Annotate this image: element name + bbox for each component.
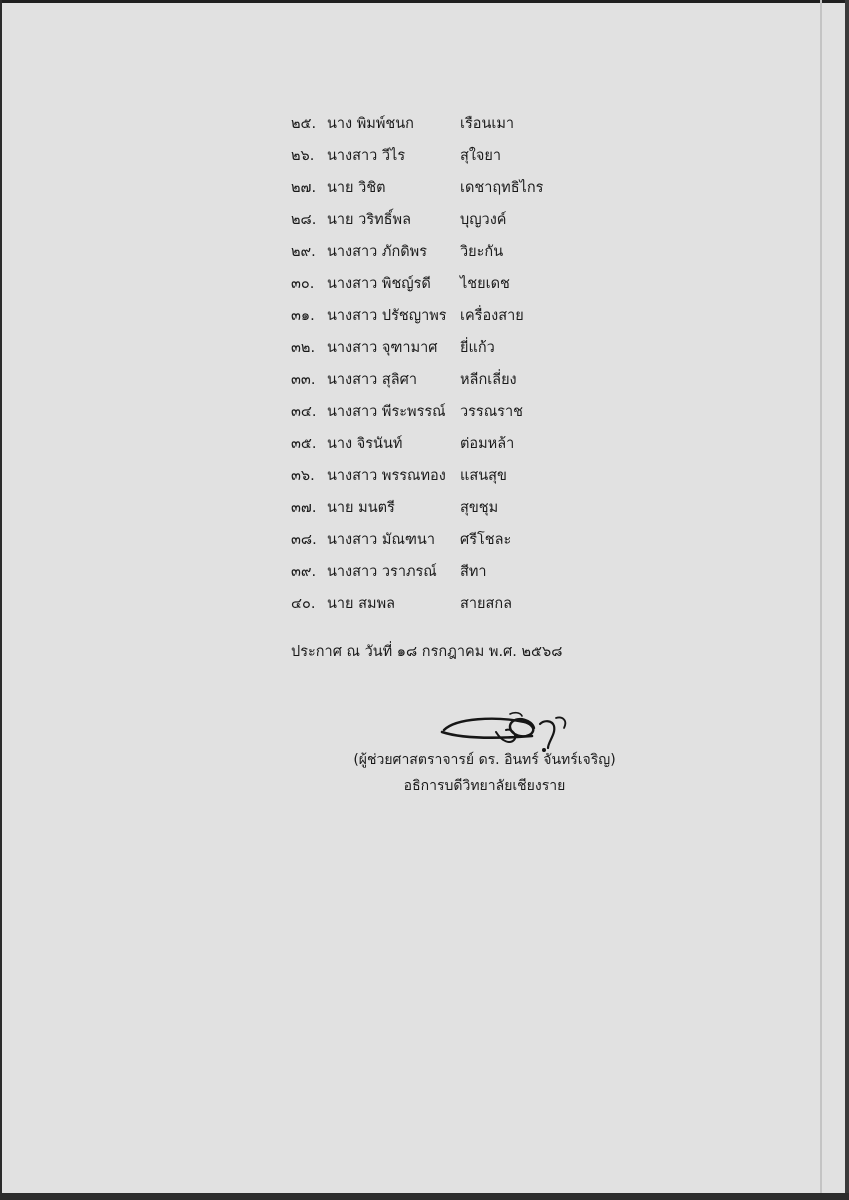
person-last-name: แสนสุข — [460, 468, 507, 484]
person-last-name: หลีกเลี่ยง — [460, 372, 517, 388]
person-first-name: วริทธิ์พล — [358, 212, 411, 228]
person-title-and-first-name — [327, 300, 447, 332]
person-title: นางสาว — [327, 244, 378, 260]
person-title-and-first-name — [327, 332, 437, 364]
person-title: นางสาว — [327, 340, 378, 356]
item-number: ๓๓. — [291, 372, 316, 388]
person-title: นางสาว — [327, 468, 378, 484]
person-title-and-first-name — [327, 460, 446, 492]
person-last-name: เรือนเมา — [460, 116, 515, 132]
item-number: ๒๘. — [291, 212, 317, 228]
person-first-name: สมพล — [358, 596, 396, 612]
person-title: นางสาว — [327, 276, 378, 292]
person-title-and-first-name — [327, 588, 395, 620]
person-title-and-first-name — [327, 364, 417, 396]
item-number: ๒๕. — [291, 116, 317, 132]
person-title-and-first-name — [327, 140, 405, 172]
person-title-and-first-name — [327, 396, 446, 428]
person-last-name: ต่อมหล้า — [460, 436, 515, 452]
list-item — [0, 556, 849, 588]
list-item — [0, 172, 849, 204]
list-item — [0, 140, 849, 172]
person-last-name: เดชาฤทธิไกร — [460, 180, 544, 196]
item-number: ๓๗. — [291, 500, 317, 516]
person-title: นาง — [327, 116, 353, 132]
person-first-name: พิมพ์ชนก — [356, 116, 414, 132]
person-first-name: พิชญ์รดี — [381, 276, 431, 292]
item-number: ๓๘. — [291, 532, 317, 548]
list-item — [0, 524, 849, 556]
list-item — [0, 332, 849, 364]
list-item — [0, 364, 849, 396]
person-title-and-first-name — [327, 236, 427, 268]
scan-edge-bottom — [0, 1193, 849, 1200]
person-last-name: ไชยเดช — [460, 276, 510, 292]
item-number: ๒๙. — [291, 244, 316, 260]
person-first-name: จิรนันท์ — [356, 436, 403, 452]
item-number: ๔๐. — [291, 596, 316, 612]
person-title: นางสาว — [327, 532, 378, 548]
item-number: ๓๔. — [291, 404, 317, 420]
item-number: ๓๙. — [291, 564, 317, 580]
person-last-name: บุญวงค์ — [460, 212, 507, 228]
person-title-and-first-name — [327, 492, 395, 524]
list-item — [0, 396, 849, 428]
person-title-and-first-name — [327, 172, 386, 204]
person-first-name: พีระพรรณ์ — [381, 404, 446, 420]
person-first-name: ภักดิพร — [381, 244, 427, 260]
item-number: ๓๐. — [291, 276, 315, 292]
person-last-name: สายสกล — [460, 596, 513, 612]
scan-edge-top — [0, 0, 849, 3]
item-number: ๓๒. — [291, 340, 316, 356]
list-item — [0, 268, 849, 300]
person-title-and-first-name — [327, 556, 437, 588]
person-last-name: เครื่องสาย — [460, 308, 524, 324]
item-number: ๒๗. — [291, 180, 317, 196]
person-last-name: วรรณราช — [460, 404, 523, 420]
person-title: นาง — [327, 436, 353, 452]
announcement-date: ประกาศ ณ วันที่ ๑๘ กรกฎาคม พ.ศ. ๒๕๖๘ — [291, 644, 563, 660]
person-title: นาย — [327, 596, 354, 612]
person-first-name: มนตรี — [358, 500, 395, 516]
person-title: นางสาว — [327, 308, 378, 324]
person-title-and-first-name — [327, 428, 402, 460]
person-first-name: ปรัชญาพร — [381, 308, 447, 324]
person-first-name: วีไร — [381, 148, 406, 164]
list-item — [0, 460, 849, 492]
item-number: ๒๖. — [291, 148, 315, 164]
person-title-and-first-name — [327, 524, 435, 556]
person-last-name: ยี่แก้ว — [460, 340, 495, 356]
person-title: นางสาว — [327, 564, 378, 580]
person-title-and-first-name — [327, 268, 431, 300]
person-first-name: จุฑามาศ — [381, 340, 438, 356]
person-title: นางสาว — [327, 148, 378, 164]
person-last-name: สีทา — [460, 564, 487, 580]
person-title: นาย — [327, 180, 354, 196]
person-last-name: สุใจยา — [460, 148, 502, 164]
list-item — [0, 492, 849, 524]
list-item — [0, 204, 849, 236]
person-first-name: มัณฑนา — [381, 532, 435, 548]
item-number: ๓๑. — [291, 308, 315, 324]
list-item — [0, 108, 849, 140]
person-title-and-first-name — [327, 108, 414, 140]
person-last-name: สุขชุม — [460, 500, 499, 516]
list-item — [0, 588, 849, 620]
person-first-name: วิชิต — [358, 180, 386, 196]
list-item — [0, 300, 849, 332]
list-item — [0, 428, 849, 460]
person-title: นาย — [327, 500, 354, 516]
name-list — [0, 108, 849, 620]
person-title: นางสาว — [327, 372, 378, 388]
person-last-name: ศรีโชละ — [460, 532, 512, 548]
person-first-name: วราภรณ์ — [381, 564, 437, 580]
person-title-and-first-name — [327, 204, 411, 236]
person-title: นาย — [327, 212, 354, 228]
person-title: นางสาว — [327, 404, 378, 420]
signer-name: (ผู้ช่วยศาสตราจารย์ ดร. อินทร์ จันทร์เจริญ) — [353, 752, 616, 768]
item-number: ๓๖. — [291, 468, 315, 484]
person-first-name: สุลิศา — [381, 372, 417, 388]
person-last-name: วิยะกัน — [460, 244, 504, 260]
item-number: ๓๕. — [291, 436, 317, 452]
person-first-name: พรรณทอง — [381, 468, 446, 484]
list-item — [0, 236, 849, 268]
signer-position: อธิการบดีวิทยาลัยเชียงราย — [403, 778, 566, 794]
